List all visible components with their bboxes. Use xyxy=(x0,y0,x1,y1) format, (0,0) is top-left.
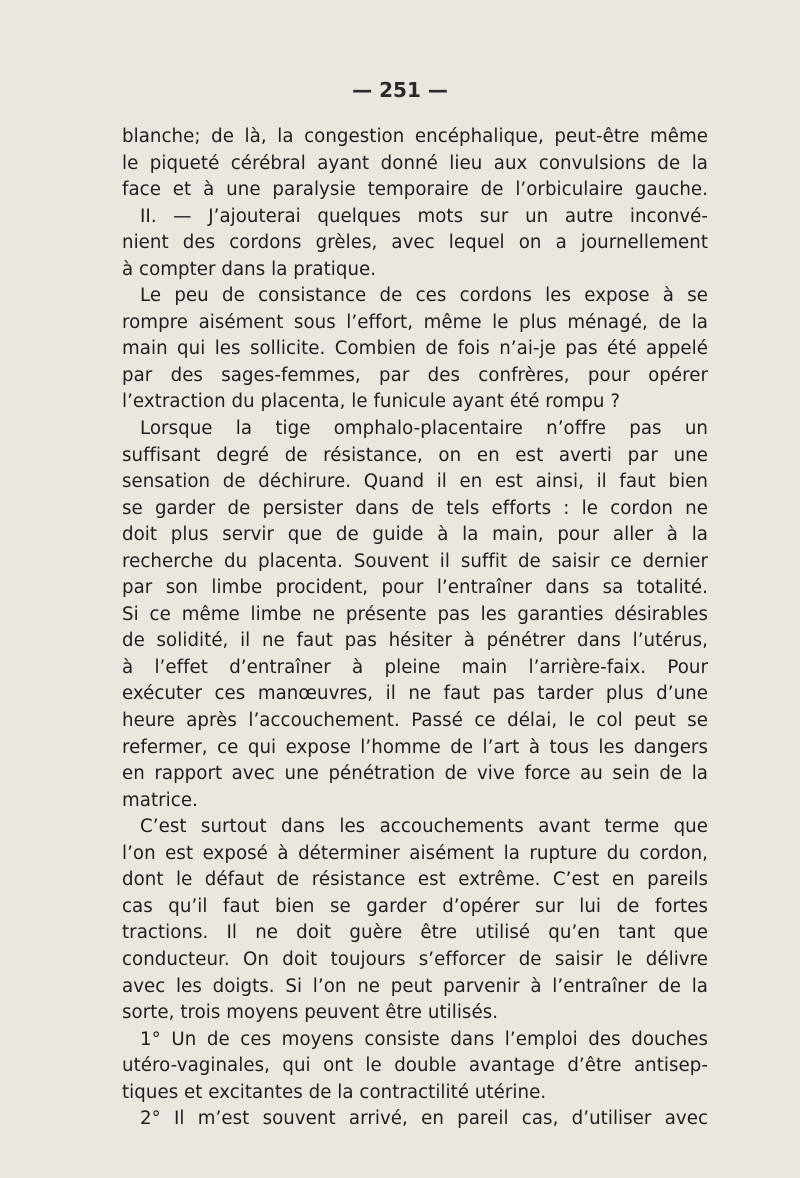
text-line: nient des cordons grèles, avec lequel on a journellement xyxy=(122,232,708,254)
text-line: par son limbe procident, pour l’entraîner dans sa totalité. xyxy=(122,577,708,599)
text-line: se garder de persister dans de tels efforts : le cordon ne xyxy=(122,497,708,519)
text-line: sensation de déchirure. Quand il en est ainsi, il faut bien xyxy=(122,471,708,493)
text-line: recherche du placenta. Souvent il suffit de saisir ce dernier xyxy=(122,550,708,572)
text-line: dont le défaut de résistance est extrême. C’est en pareils xyxy=(122,869,708,891)
text-line: avec les doigts. Si l’on ne peut parvenir à l’entraîner de la xyxy=(122,975,708,997)
text-line: à compter dans la pratique. xyxy=(122,258,377,280)
text-line: doit plus servir que de guide à la main, pour aller à la xyxy=(122,524,708,546)
text-line: conducteur. On doit toujours s’efforcer de saisir le délivre xyxy=(122,948,708,970)
text-line: utéro-vaginales, qui ont le double avantage d’être antisep- xyxy=(122,1055,708,1077)
text-line: refermer, ce qui expose l’homme de l’art à tous les dangers xyxy=(122,736,708,758)
text-line: matrice. xyxy=(122,789,198,811)
text-line: rompre aisément sous l’effort, même le plus ménagé, de la xyxy=(122,311,708,333)
text-line: 2° Il m’est souvent arrivé, en pareil cas, d’utiliser avec xyxy=(140,1108,708,1130)
text-line: face et à une paralysie temporaire de l’orbiculaire gauche. xyxy=(122,179,708,201)
text-line: le piqueté cérébral ayant donné lieu aux convulsions de la xyxy=(122,152,708,174)
text-line: sorte, trois moyens peuvent être utilisés. xyxy=(122,1002,499,1024)
text-line: l’on est exposé à déterminer aisément la rupture du cordon, xyxy=(122,842,708,864)
text-line: l’extraction du placenta, le funicule ayant été rompu ? xyxy=(122,391,621,413)
text-line: blanche; de là, la congestion encéphalique, peut-être même xyxy=(122,126,708,147)
text-line: Lorsque la tige omphalo-placentaire n’offre pas un xyxy=(140,418,708,440)
text-line: Si ce même limbe ne présente pas les garanties désirables xyxy=(122,603,708,625)
page-number: — 251 — xyxy=(352,78,448,102)
body-text xyxy=(122,124,708,1133)
text-line: tractions. Il ne doit guère être utilisé qu’en tant que xyxy=(122,922,708,944)
text-line: II. — J’ajouterai quelques mots sur un autre inconvé- xyxy=(140,205,708,227)
text-line: suffisant degré de résistance, on en est averti par une xyxy=(122,444,708,466)
text-line: de solidité, il ne faut pas hésiter à pénétrer dans l’utérus, xyxy=(122,630,708,652)
text-line: main qui les sollicite. Combien de fois n’ai-je pas été appelé xyxy=(122,338,708,360)
text-line: à l’effet d’entraîner à pleine main l’arrière-faix. Pour xyxy=(122,656,708,678)
text-line: cas qu’il faut bien se garder d’opérer sur lui de fortes xyxy=(122,895,708,917)
text-line: par des sages-femmes, par des confrères, pour opérer xyxy=(122,364,708,386)
text-line: C’est surtout dans les accouchements avant terme que xyxy=(140,816,708,838)
text-line: 1° Un de ces moyens consiste dans l’emploi des douches xyxy=(140,1028,708,1050)
text-line: en rapport avec une pénétration de vive force au sein de la xyxy=(122,763,708,785)
text-line: heure après l’accouchement. Passé ce délai, le col peut se xyxy=(122,710,708,732)
text-line: tiques et excitantes de la contractilité utérine. xyxy=(122,1081,547,1103)
text-line: Le peu de consistance de ces cordons les expose à se xyxy=(140,285,708,307)
text-line: exécuter ces manœuvres, il ne faut pas tarder plus d’une xyxy=(122,683,708,705)
